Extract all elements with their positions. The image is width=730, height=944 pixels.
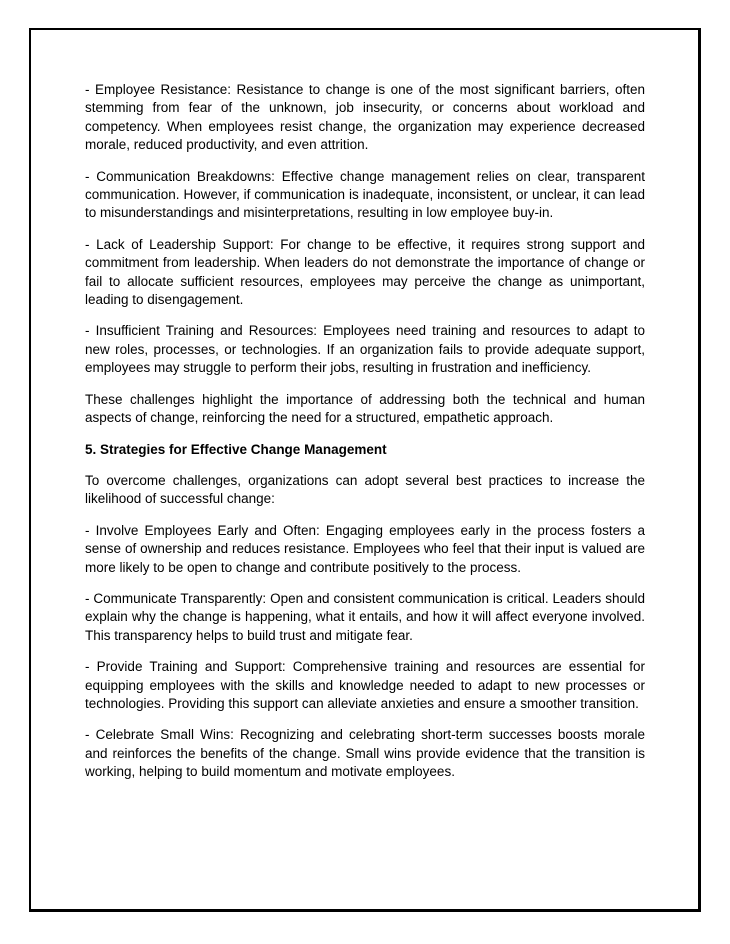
page-content: [85, 81, 645, 795]
paragraph-communicate-transparently: - Communicate Transparently: Open and consistent communication is critical. Leaders should explain why the change is happening, what it entails, and how it will affect everyone involved. This transparency helps to build trust and mitigate fear.: [85, 590, 645, 643]
paragraph-involve-employees: - Involve Employees Early and Often: Engaging employees early in the process fosters a sense of ownership and reduces resistance. Employees who feel that their input is valued are more likely to be open to change and contribute positively to the process.: [85, 522, 645, 575]
section-heading-strategies: 5. Strategies for Effective Change Management: [85, 441, 387, 457]
paragraph-overcome-intro: To overcome challenges, organizations can adopt several best practices to increase the likelihood of successful change:: [85, 472, 645, 507]
paragraph-challenges-summary: These challenges highlight the importance of addressing both the technical and human aspects of change, reinforcing the need for a structured, empathetic approach.: [85, 391, 645, 426]
paragraph-employee-resistance: - Employee Resistance: Resistance to change is one of the most significant barriers, often stemming from fear of the unknown, job insecurity, or concerns about workload and competency. When employees resist change, the organization may experience decreased morale, reduced productivity, and even attrition.: [85, 82, 645, 153]
paragraph-celebrate-small-wins: - Celebrate Small Wins: Recognizing and celebrating short-term successes boosts morale and reinforces the benefits of the change. Small wins provide evidence that the transition is working, helping to build momentum and motivate employees.: [85, 727, 645, 780]
document-page: [29, 28, 701, 912]
paragraph-provide-training-support: - Provide Training and Support: Comprehensive training and resources are essential for equipping employees with the skills and knowledge needed to adapt to new processes or technologies. Providing this support can alleviate anxieties and ensure a smoother transition.: [85, 659, 645, 711]
paragraph-communication-breakdowns: - Communication Breakdowns: Effective change management relies on clear, transparent communication. However, if communication is inadequate, inconsistent, or unclear, it can lead to misunderstandings and misinterpretations, resulting in low employee buy-in.: [85, 168, 645, 221]
paragraph-lack-of-leadership-support: - Lack of Leadership Support: For change to be effective, it requires strong support and commitment from leadership. When leaders do not demonstrate the importance of change or fail to allocate sufficient resources, employees may perceive the change as unimportant, leading to disengagement.: [85, 236, 645, 308]
paragraph-insufficient-training-resources: - Insufficient Training and Resources: Employees need training and resources to adapt to new roles, processes, or technologies. If an organization fails to provide adequate support, employees may struggle to perform their jobs, resulting in frustration and inefficiency.: [85, 323, 645, 376]
